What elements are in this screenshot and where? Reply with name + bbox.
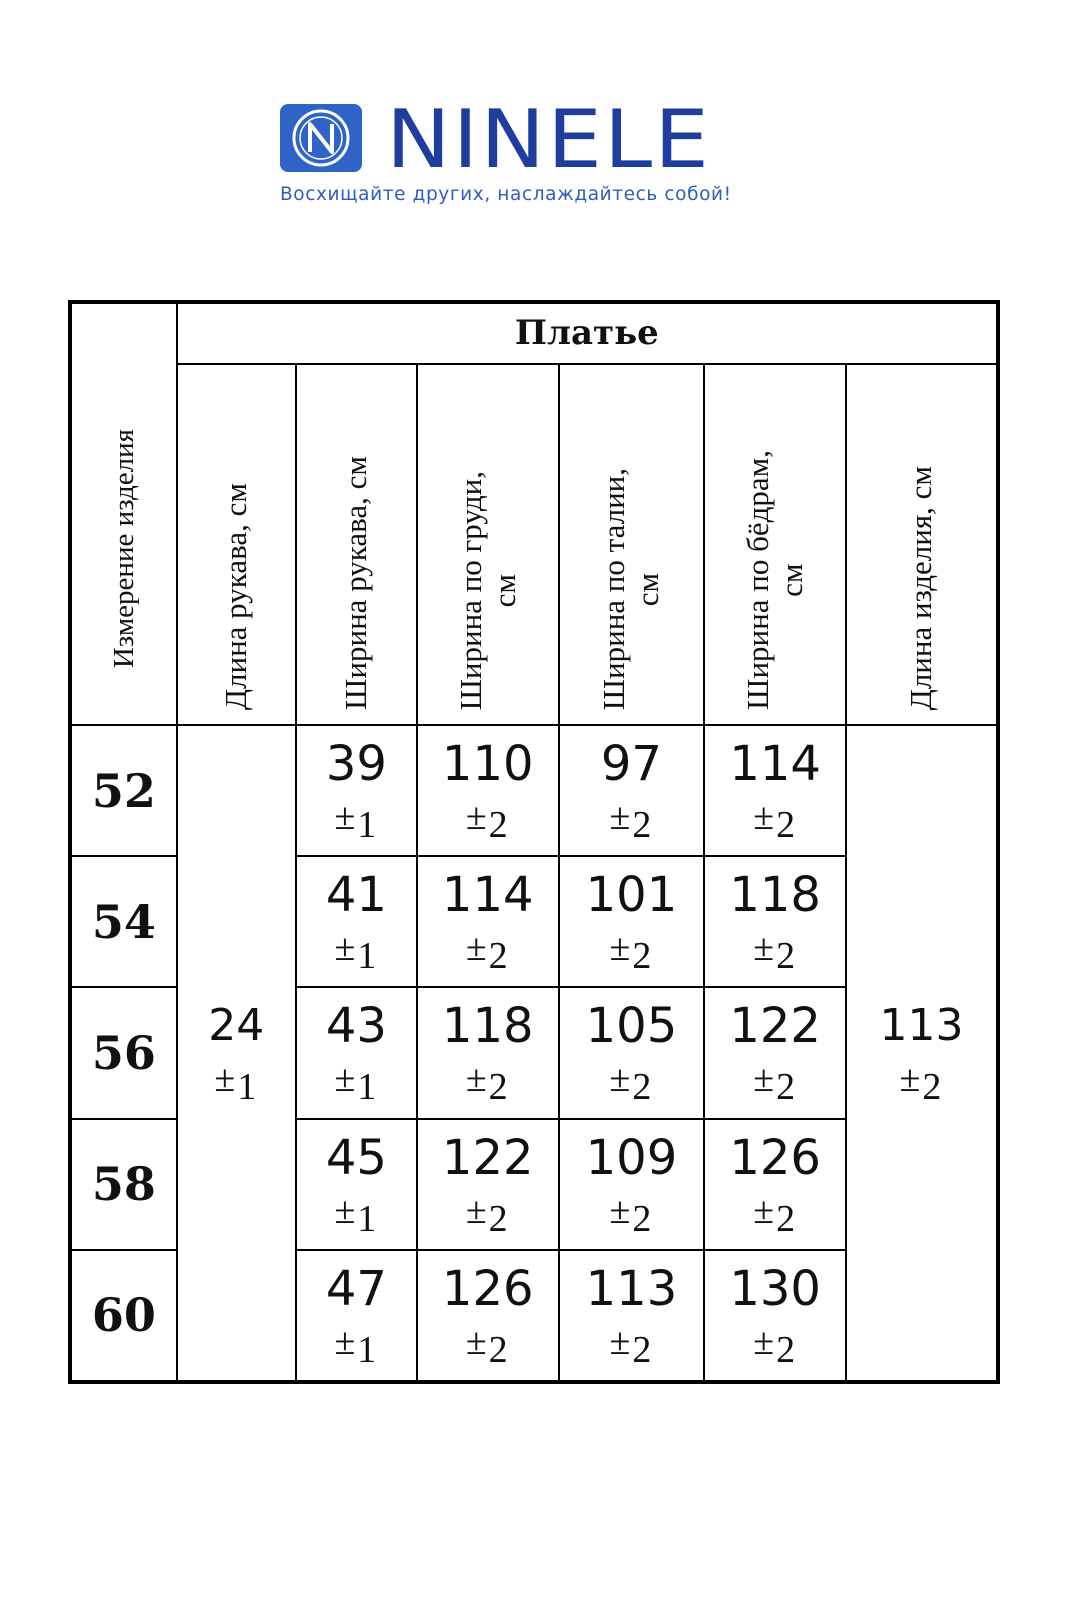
tolerance: ±2	[899, 1058, 944, 1109]
column-header	[417, 364, 559, 725]
ninele-n-emblem-icon	[280, 104, 362, 172]
sleeve-width-cell: 43 ±1	[296, 987, 417, 1118]
waist-cell: 113 ±2	[559, 1250, 705, 1382]
size-cell: 60	[70, 1250, 177, 1382]
waist-cell: 97 ±2	[559, 725, 705, 856]
column-header	[177, 364, 296, 725]
hips-cell: 126 ±2	[704, 1119, 846, 1250]
hips-cell: 130 ±2	[704, 1250, 846, 1382]
sleeve-length-value: 24	[208, 1000, 265, 1052]
column-header-label: Ширина по бёдрам, см	[740, 450, 810, 710]
chest-cell: 122 ±2	[417, 1119, 559, 1250]
column-header-label: Длина рукава, см	[218, 482, 254, 710]
measure-header-cell	[70, 302, 177, 725]
chest-cell: 114 ±2	[417, 856, 559, 987]
column-header-label: Ширина по талии, см	[596, 467, 666, 710]
hips-cell: 114 ±2	[704, 725, 846, 856]
column-header	[846, 364, 998, 725]
measure-header: Измерение изделия	[107, 428, 140, 668]
product-length-cell	[846, 725, 998, 1382]
hips-cell: 122 ±2	[704, 987, 846, 1118]
chest-cell: 110 ±2	[417, 725, 559, 856]
brand-name: NINELE	[386, 93, 712, 186]
waist-cell: 105 ±2	[559, 987, 705, 1118]
waist-cell: 101 ±2	[559, 856, 705, 987]
hips-cell: 118 ±2	[704, 856, 846, 987]
column-header-label: Длина изделия, см	[903, 465, 939, 710]
size-chart-table	[68, 300, 1000, 1384]
sleeve-width-cell: 41 ±1	[296, 856, 417, 987]
size-cell: 58	[70, 1119, 177, 1250]
sleeve-width-cell: 47 ±1	[296, 1250, 417, 1382]
chest-cell: 118 ±2	[417, 987, 559, 1118]
column-header	[296, 364, 417, 725]
product-length-value: 113	[879, 1000, 964, 1052]
size-cell: 52	[70, 725, 177, 856]
column-header-label: Ширина рукава, см	[338, 456, 374, 710]
size-cell: 54	[70, 856, 177, 987]
column-header-label: Ширина по груди, см	[452, 470, 522, 710]
table-title: Платье	[177, 302, 998, 364]
tolerance: ±1	[214, 1058, 259, 1109]
sleeve-width-cell: 45 ±1	[296, 1119, 417, 1250]
brand-tagline: Восхищайте других, наслаждайтесь собой!	[280, 184, 732, 205]
waist-cell: 109 ±2	[559, 1119, 705, 1250]
sleeve-length-cell	[177, 725, 296, 1382]
column-header	[559, 364, 705, 725]
table-row	[70, 725, 998, 856]
size-cell: 56	[70, 987, 177, 1118]
column-header	[704, 364, 846, 725]
brand-logo	[280, 93, 800, 214]
chest-cell: 126 ±2	[417, 1250, 559, 1382]
sleeve-width-cell: 39 ±1	[296, 725, 417, 856]
